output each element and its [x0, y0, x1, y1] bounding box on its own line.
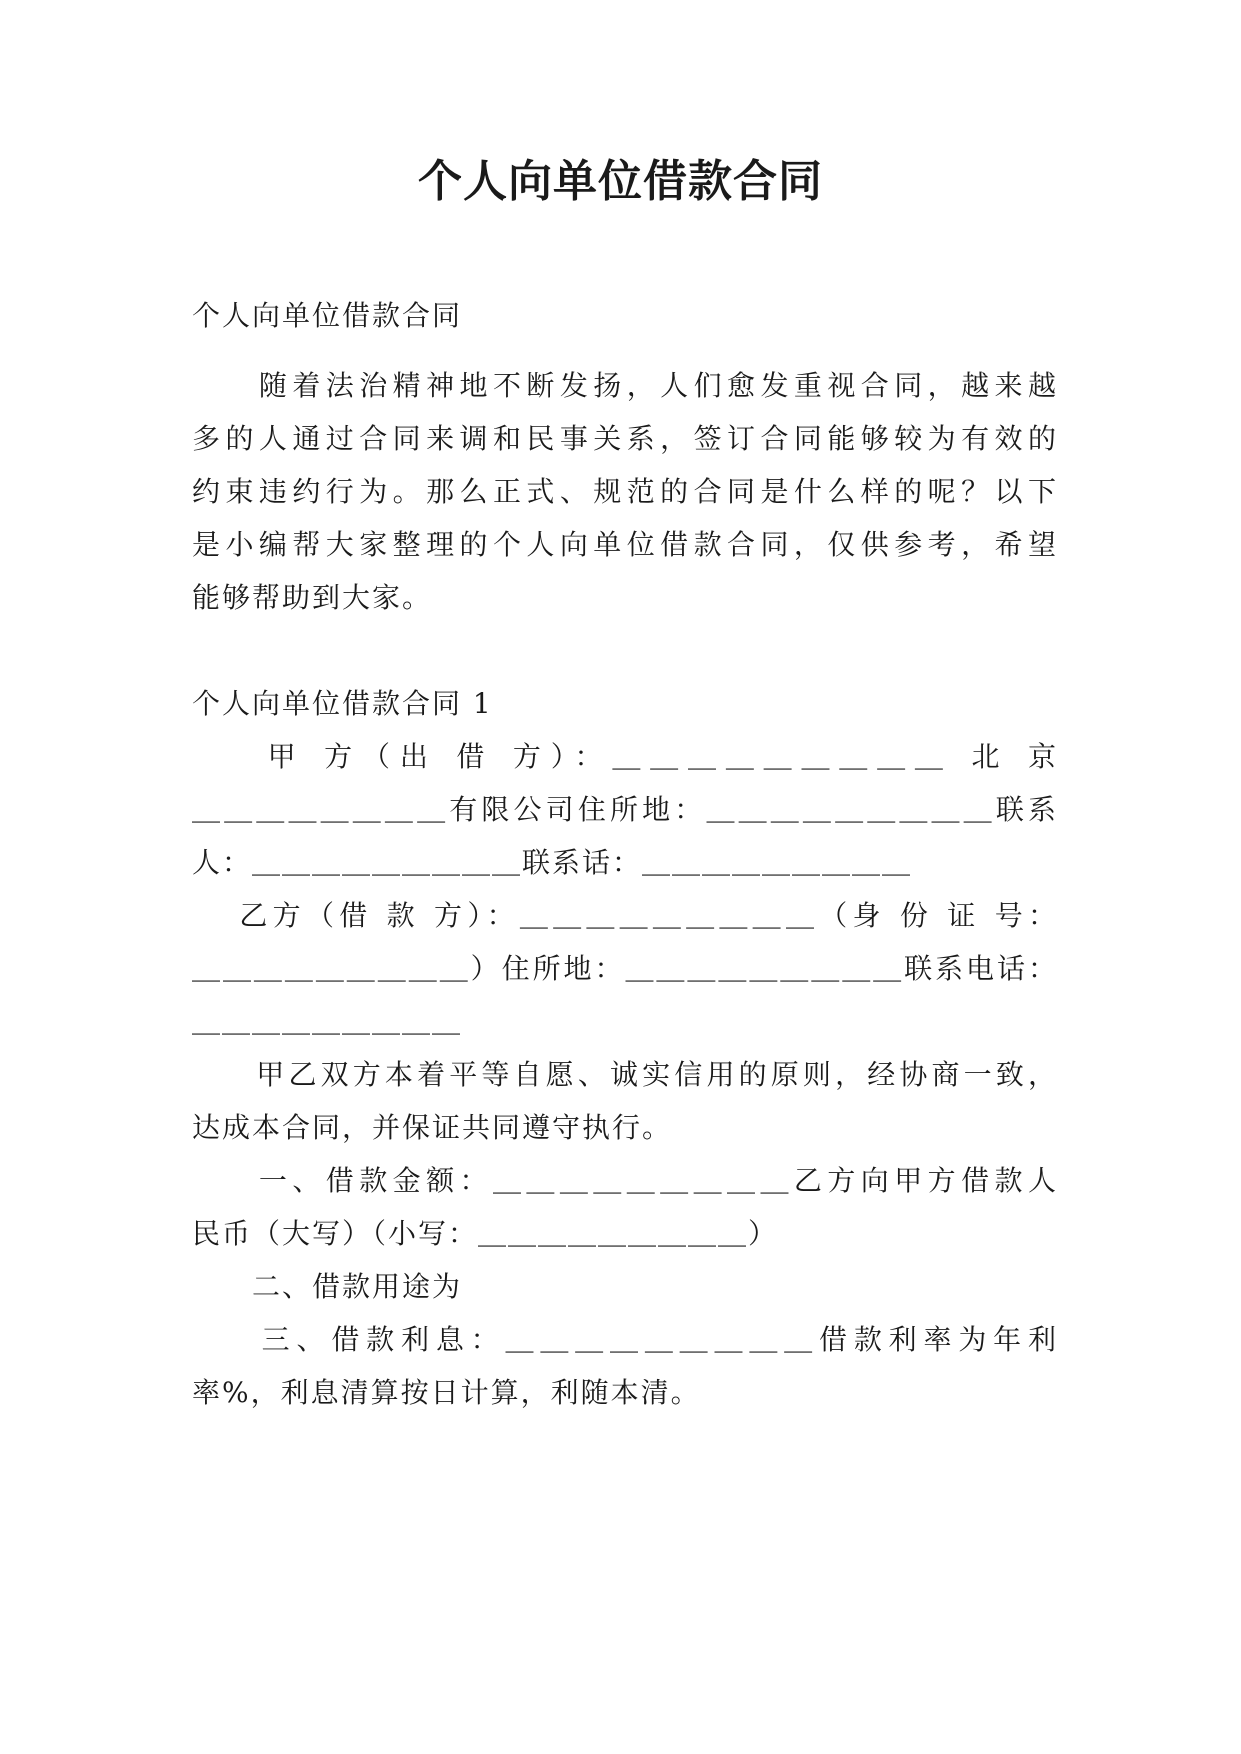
- intro-line: 随着法治精神地不断发扬，人们愈发重视合同，越来越: [192, 369, 1058, 402]
- intro-line: 多的人通过合同来调和民事关系，签订合同能够较为有效的: [192, 422, 1058, 455]
- party-b-line: 乙方（借 款 方）：＿＿＿＿＿＿＿＿＿（身 份 证 号：: [192, 899, 1058, 932]
- section-heading: 个人向单位借款合同 1: [192, 687, 493, 720]
- intro-line: 约束违约行为。那么正式、规范的合同是什么样的呢？以下: [192, 475, 1058, 508]
- party-b-line: ＿＿＿＿＿＿＿＿＿: [192, 1005, 463, 1038]
- party-a-line: 甲 方（出 借 方）：＿＿＿＿＿＿＿＿＿ 北 京: [192, 740, 1058, 773]
- clause-line: 一、借款金额：＿＿＿＿＿＿＿＿＿乙方向甲方借款人: [192, 1164, 1058, 1197]
- clause-loan-purpose: 二、借款用途为: [192, 1270, 463, 1303]
- party-b-line: ＿＿＿＿＿＿＿＿＿）住所地：＿＿＿＿＿＿＿＿＿联系电话：: [192, 952, 1058, 985]
- document-subtitle: 个人向单位借款合同: [192, 299, 463, 332]
- agreement-line: 甲乙双方本着平等自愿、诚实信用的原则，经协商一致，: [192, 1058, 1058, 1091]
- intro-line: 能够帮助到大家。: [192, 581, 433, 614]
- clause-line: 率%，利息清算按日计算，利随本清。: [192, 1376, 701, 1409]
- clause-line: 三、借款利息：＿＿＿＿＿＿＿＿＿借款利率为年利: [192, 1323, 1058, 1356]
- agreement-line: 达成本合同，并保证共同遵守执行。: [192, 1111, 673, 1144]
- document-title: 个人向单位借款合同: [418, 156, 823, 207]
- party-a-line: 人：＿＿＿＿＿＿＿＿＿联系话：＿＿＿＿＿＿＿＿＿: [192, 846, 913, 879]
- clause-line: 民币（大写）（小写：＿＿＿＿＿＿＿＿＿）: [192, 1217, 779, 1250]
- intro-line: 是小编帮大家整理的个人向单位借款合同，仅供参考，希望: [192, 528, 1058, 561]
- party-a-line: ＿＿＿＿＿＿＿＿有限公司住所地：＿＿＿＿＿＿＿＿＿联系: [192, 793, 1058, 826]
